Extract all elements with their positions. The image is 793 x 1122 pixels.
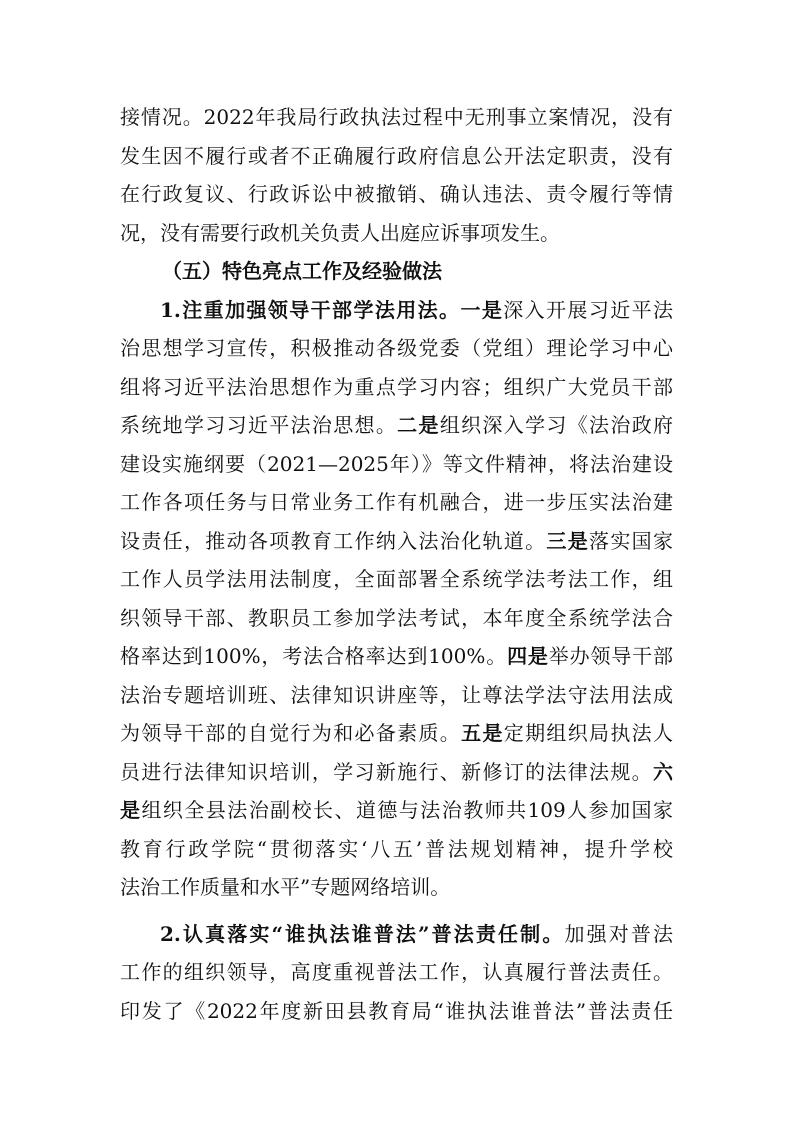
text-run: 况，没有需要行政机关负责人出庭应诉事项发生。: [120, 220, 560, 245]
paragraph-line: [120, 483, 673, 522]
paragraph-line: [120, 637, 673, 676]
text-run: 格率达到100%，考法合格率达到100%。: [120, 644, 508, 668]
text-run: 组织全县法治副校长、道德与法治教师共109人参加国家: [141, 798, 673, 822]
paragraph-line: [120, 445, 673, 484]
paragraph-line: [120, 676, 673, 715]
paragraph-line: [120, 868, 673, 907]
text-run: 深入开展习近平法: [503, 297, 674, 322]
paragraph-line: [120, 953, 673, 992]
paragraph-line: [120, 137, 673, 176]
paragraph-line: [120, 992, 673, 1031]
paragraph-line: [120, 753, 673, 792]
text-run: 接情况。2022年我局行政执法过程中无刑事立案情况，没有: [120, 105, 673, 129]
text-run: 法治专题培训班、法律知识讲座等，让尊法学法守法用法成: [120, 682, 673, 707]
text-run: 工作各项任务与日常业务工作有机融合，进一步压实法治建: [120, 490, 673, 514]
paragraph-gap: [120, 907, 673, 915]
text-run: 加强对普法: [564, 921, 674, 946]
bold-marker: 五是: [461, 721, 504, 745]
paragraph-line: [120, 599, 673, 638]
text-run: 织领导干部、教职员工参加学法考试，本年度全系统学法合: [120, 605, 673, 630]
section-heading: [120, 252, 673, 291]
bold-marker: 六: [653, 759, 673, 784]
bold-marker: 二是: [397, 413, 440, 437]
paragraph-line: [120, 329, 673, 368]
paragraph-line: [120, 560, 673, 599]
text-run: 法治工作质量和水平”专题网络培训。: [120, 875, 451, 899]
paragraph-line: [120, 98, 673, 137]
text-run: 工作人员学法用法制度，全面部署全系统学法考法工作，组: [120, 567, 673, 591]
bold-marker: 是: [120, 798, 142, 822]
item-1-heading: 1.注重加强领导干部学法用法。: [160, 297, 461, 322]
text-run: 员进行法律知识培训，学习新施行、新修订的法律法规。: [120, 759, 653, 784]
text-run: 系统地学习习近平法治思想。: [120, 413, 398, 437]
text-run: 教育行政学院“贯彻落实‘八五’普法规划精神，提升学校: [120, 836, 673, 861]
text-run: 组织深入学习《法治政府: [439, 413, 674, 437]
paragraph-line: [120, 522, 673, 561]
text-run: 举办领导干部: [548, 644, 674, 668]
text-run: 印发了《2022年度新田县教育局“谁执法谁普法”普法责任: [120, 998, 673, 1023]
section-heading-text: （五）特色亮点工作及经验做法: [162, 259, 442, 283]
paragraph-line: [120, 368, 673, 407]
paragraph-line: [120, 830, 673, 869]
bold-marker: 四是: [507, 644, 549, 668]
text-run: 组将习近平法治思想作为重点学习内容；组织广大党员干部: [120, 374, 673, 399]
bold-marker: 三是: [546, 528, 590, 553]
text-run: 为领导干部的自觉行为和必备素质。: [120, 721, 462, 745]
text-run: 工作的组织领导，高度重视普法工作，认真履行普法责任。: [120, 960, 673, 984]
paragraph-line: [120, 714, 673, 753]
text-run: 设责任，推动各项教育工作纳入法治化轨道。: [120, 528, 547, 553]
paragraph-line: [120, 214, 673, 253]
text-run: 治思想学习宣传，积极推动各级党委（党组）理论学习中心: [120, 336, 673, 360]
bold-marker: 一是: [460, 297, 504, 322]
text-run: 落实国家: [589, 528, 674, 553]
item-2-first-line: [120, 915, 673, 954]
item-1-first-line: [120, 291, 673, 330]
paragraph-line: [120, 791, 673, 830]
paragraph-line: [120, 175, 673, 214]
paragraph-line: [120, 406, 673, 445]
item-2-heading: 2.认真落实“谁执法谁普法”普法责任制。: [160, 921, 565, 946]
text-run: 建设实施纲要（2021—2025年）》等文件精神，将法治建设: [120, 451, 673, 476]
text-run: 定期组织局执法人: [503, 721, 674, 745]
document-page: [120, 98, 673, 1030]
text-run: 发生因不履行或者不正确履行政府信息公开法定职责，没有: [120, 143, 673, 168]
text-run: 在行政复议、行政诉讼中被撤销、确认违法、责令履行等情: [120, 182, 673, 206]
